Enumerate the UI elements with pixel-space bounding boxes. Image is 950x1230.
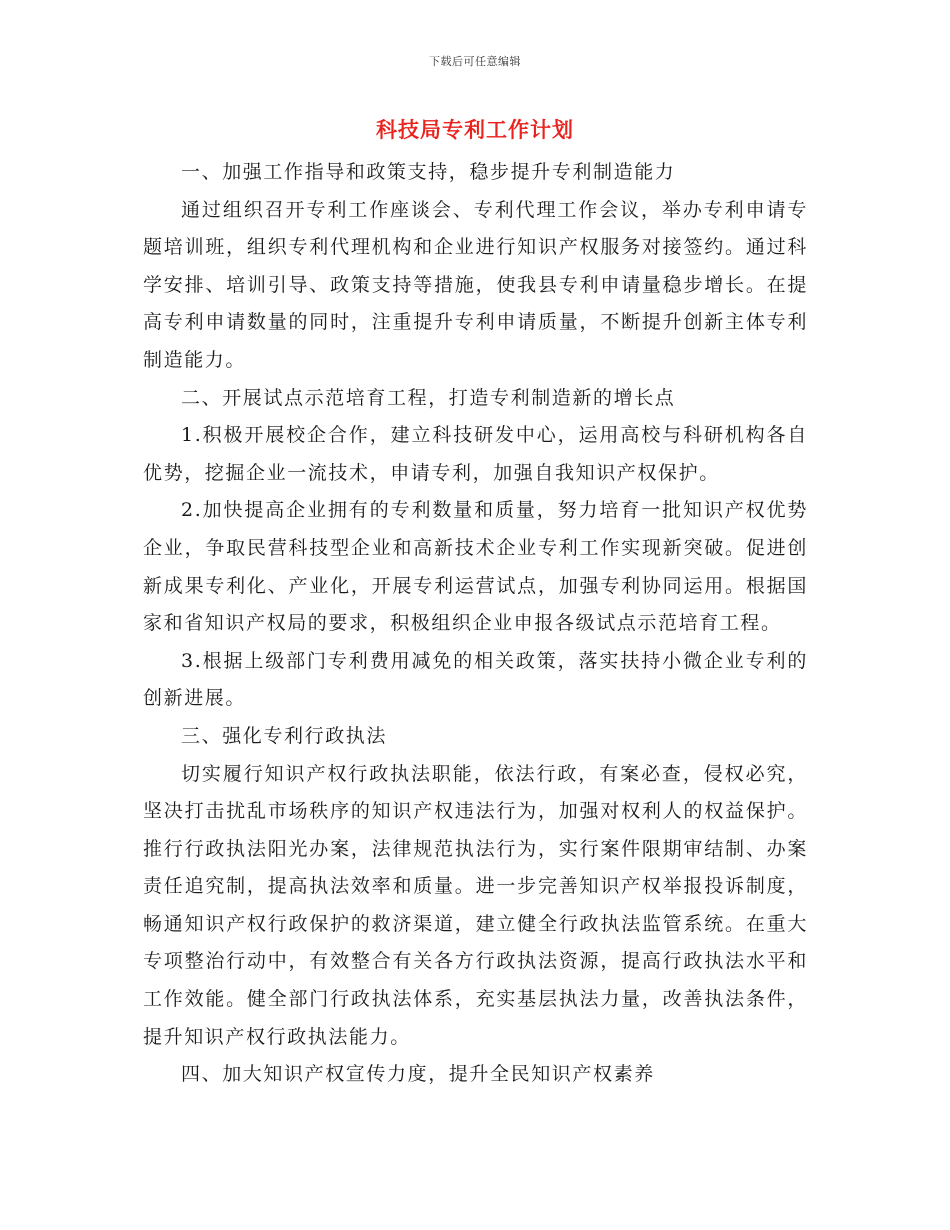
paragraph-2: 切实履行知识产权行政执法职能，依法行政，有案必查，侵权必究，坚决打击扰乱市场秩序的知识产权违法行为，加强对权利人的权益保护。推行行政执法阳光办案，法律规范执法行为，实行案件限期审结制、办案责任追究制，提高执法效率和质量。进一步完善知识产权举报投诉制度，畅通知识产权行政保护的救济渠道，建立健全行政执法监管系统。在重大专项整治行动中，有效整合有关各方行政执法资源，提高行政执法水平和工作效能。健全部门行政执法体系，充实基层执法力量，改善执法条件，提升知识产权行政执法能力。 bbox=[143, 762, 808, 1048]
list-item-2: 2.加快提高企业拥有的专利数量和质量，努力培育一批知识产权优势企业，争取民营科技型企业和高新技术企业专利工作实现新突破。促进创新成果专利化、产业化，开展专利运营试点，加强专利协同运用。根据国家和省知识产权局的要求，积极组织企业申报各级试点示范培育工程。 bbox=[143, 499, 808, 635]
document-body bbox=[143, 154, 808, 1094]
section-heading-2: 二、开展试点示范培育工程，打造专利制造新的增长点 bbox=[181, 386, 676, 409]
list-item-3: 3.根据上级部门专利费用减免的相关政策，落实扶持小微企业专利的创新进展。 bbox=[143, 649, 808, 710]
section-heading-1: 一、加强工作指导和政策支持，稳步提升专利制造能力 bbox=[181, 161, 676, 183]
section-heading-4: 四、加大知识产权宣传力度，提升全民知识产权素养 bbox=[181, 1063, 655, 1086]
list-item-1: 1.积极开展校企合作，建立科技研发中心，运用高校与科研机构各自优势，挖掘企业一流技术，申请专利，加强自我知识产权保护。 bbox=[143, 424, 808, 484]
section-heading-3: 三、强化专利行政执法 bbox=[181, 724, 388, 747]
download-note: 下载后可任意编辑 bbox=[429, 55, 521, 68]
document-title: 科技局专利工作计划 bbox=[376, 117, 574, 142]
paragraph-1: 通过组织召开专利工作座谈会、专利代理工作会议，举办专利申请专题培训班，组织专利代理机构和企业进行知识产权服务对接签约。通过科学安排、培训引导、政策支持等措施，使我县专利申请量稳步增长。在提高专利申请数量的同时，注重提升专利申请质量，不断提升创新主体专利制造能力。 bbox=[143, 198, 808, 371]
